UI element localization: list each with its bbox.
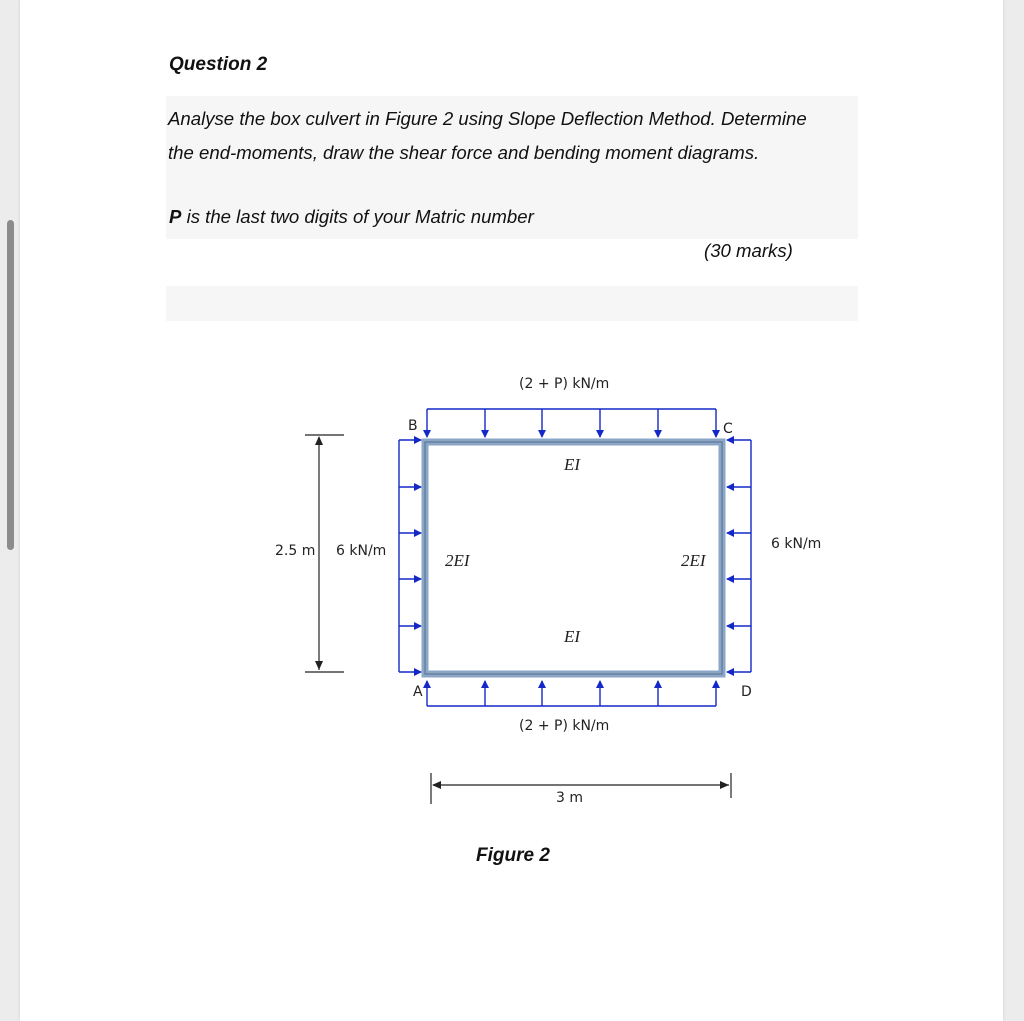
figure-caption: Figure 2 xyxy=(476,845,550,866)
p-description: is the last two digits of your Matric number xyxy=(181,206,534,227)
bottom-load-label: (2 + P) kN/m xyxy=(519,718,610,734)
marks-label: (30 marks) xyxy=(704,240,793,261)
node-a-label: A xyxy=(413,684,423,700)
node-c-label: C xyxy=(723,421,733,437)
left-member-stiffness: 2EI xyxy=(445,551,470,570)
right-load-label: 6 kN/m xyxy=(771,536,822,552)
height-dimension-label: 2.5 m xyxy=(275,543,316,559)
question-line-1: Analyse the box culvert in Figure 2 using Slope Deflection Method. Determine xyxy=(168,108,807,129)
node-b-label: B xyxy=(408,418,418,434)
bottom-distributed-load xyxy=(427,681,716,706)
width-dimension-label: 3 m xyxy=(556,790,583,806)
top-member-stiffness: EI xyxy=(564,455,581,474)
top-load-label: (2 + P) kN/m xyxy=(519,376,610,392)
left-distributed-load xyxy=(399,440,421,672)
left-load-label: 6 kN/m xyxy=(336,543,387,559)
bottom-member-stiffness: EI xyxy=(564,627,581,646)
node-d-label: D xyxy=(741,684,752,700)
right-member-stiffness: 2EI xyxy=(681,551,706,570)
question-title: Question 2 xyxy=(169,54,268,75)
question-line-2: the end-moments, draw the shear force and bending moment diagrams. xyxy=(168,142,760,163)
p-symbol: P xyxy=(169,206,182,227)
right-distributed-load xyxy=(727,440,751,672)
top-distributed-load xyxy=(427,409,716,437)
